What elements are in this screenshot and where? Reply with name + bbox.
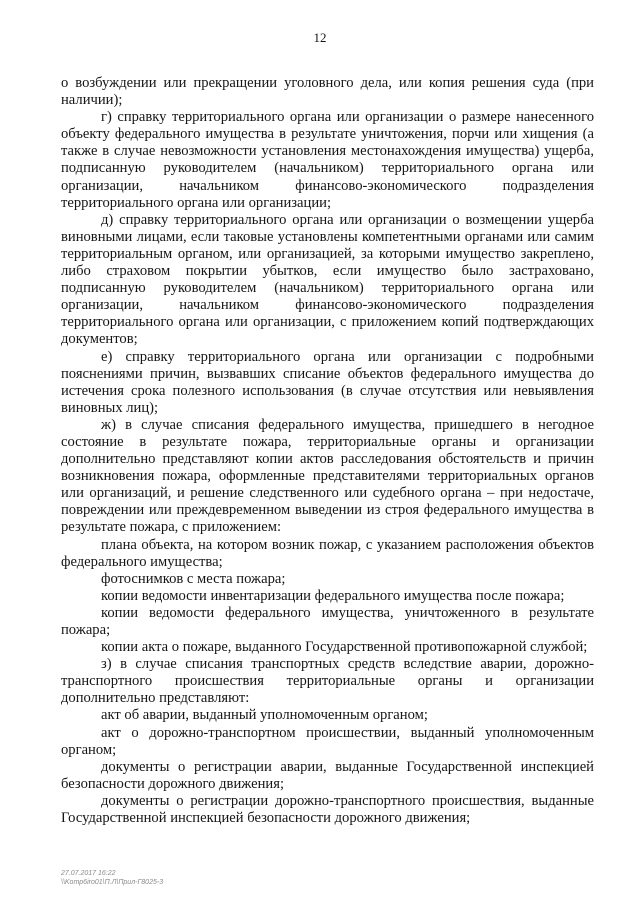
paragraph: копии ведомости федерального имущества, уничтоженного в результате пожара; bbox=[61, 604, 594, 638]
document-footer bbox=[61, 869, 163, 887]
paragraph: е) справку территориального органа или организации с подробными пояснениями причин, вызвавших списание объектов федерального имущества до истечения срока полезного использования (в случае отсутствия или невыявления виновных лиц); bbox=[61, 348, 594, 416]
paragraph: документы о регистрации дорожно-транспортного происшествия, выданные Государственной инспекцией безопасности дорожного движения; bbox=[61, 792, 594, 827]
paragraph: з) в случае списания транспортных средств вследствие аварии, дорожно-транспортного происшествия территориальные органы и организации дополнительно представляют: bbox=[61, 656, 594, 707]
paragraph: плана объекта, на котором возник пожар, с указанием расположения объектов федерального имущества; bbox=[61, 536, 594, 570]
paragraph: фотоснимков с места пожара; bbox=[101, 570, 286, 587]
paragraph: копии акта о пожаре, выданного Государственной противопожарной службой; bbox=[101, 639, 588, 656]
page-number: 12 bbox=[313, 30, 327, 45]
paragraph: д) справку территориального органа или организации о возмещении ущерба виновными лицами, если таковые установлены компетентными органами или самим территориальным органом, или организацией, за которыми имущество закреплено, либо страховом покрытии убытков, если имущество было застраховано, подписанную руководителем (начальником) территориального органа или организации, начальником финансово-экономического подразделения территориального органа или организации, с приложением копий подтверждающих документов; bbox=[61, 211, 594, 348]
paragraph: копии ведомости инвентаризации федерального имущества после пожара; bbox=[101, 587, 565, 604]
footer-timestamp: 27.07.2017 16:22 bbox=[61, 870, 116, 877]
paragraph: документы о регистрации аварии, выданные Государственной инспекцией безопасности дорожного движения; bbox=[61, 758, 594, 792]
paragraph: акт о дорожно-транспортном происшествии, выданный уполномоченным органом; bbox=[61, 724, 594, 758]
paragraph: акт об аварии, выданный уполномоченным органом; bbox=[101, 707, 428, 724]
footer-file-path: \\Komp6iro01\П.Л\Прил-Г8025-3 bbox=[61, 879, 164, 886]
paragraph: о возбуждении или прекращении уголовного дела, или копия решения суда (при наличии); bbox=[61, 75, 594, 109]
paragraph: ж) в случае списания федерального имущества, пришедшего в негодное состояние в результате пожара, территориальные органы и организации дополнительно представляют копии актов расследования обстоятельств и причин возникновения пожара, оформленные представителями территориальных органов или организаций, и решение следственного или судебного органа – при недостаче, повреждении или преждевременном выведении из строя федерального имущества в результате пожара, с приложением: bbox=[61, 416, 594, 536]
document-body bbox=[61, 75, 594, 827]
paragraph: г) справку территориального органа или организации о размере нанесенного объекту федерального имущества в результате уничтожения, порчи или хищения (а также в случае невозможности установления местонахождения имущества) ущерба, подписанную руководителем (начальником) территориального органа или организации, начальником финансово-экономического подразделения территориального органа или организации; bbox=[61, 109, 594, 211]
